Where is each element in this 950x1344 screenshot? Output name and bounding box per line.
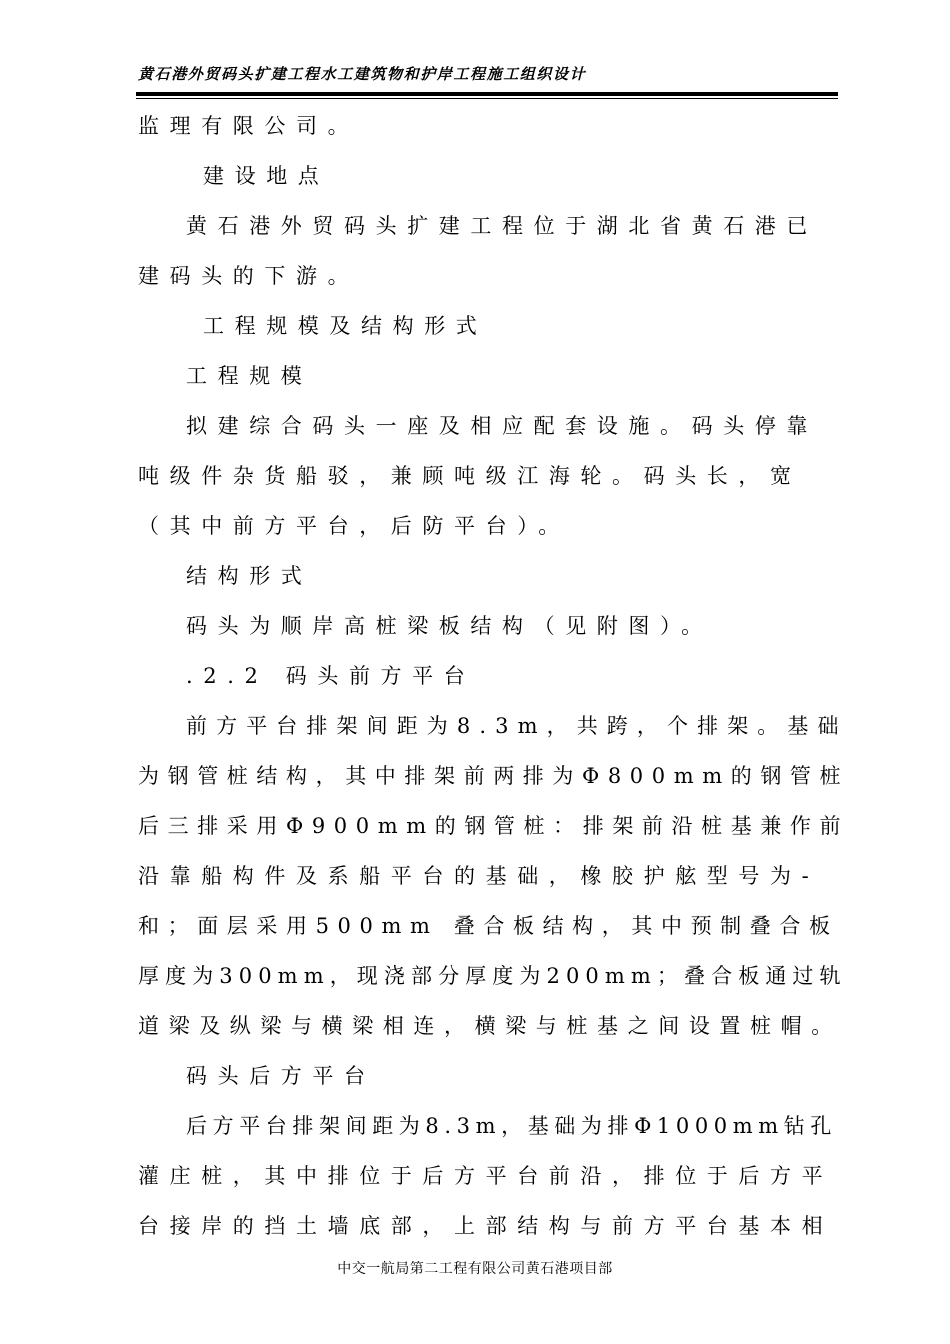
subsection-heading-rear-platform: 码头后方平台 bbox=[186, 1064, 376, 1088]
body-line: 沿靠船构件及系船平台的基础，橡胶护舷型号为- bbox=[138, 864, 820, 888]
body-line: （其中前方平台，后防平台）。 bbox=[138, 514, 570, 538]
section-heading-location: 建设地点 bbox=[203, 164, 330, 188]
body-line: 码头为顺岸高桩梁板结构（见附图）。 bbox=[186, 614, 713, 638]
subsection-heading-front-platform: .2.2 码头前方平台 bbox=[186, 664, 476, 688]
body-line: 后三排采用Φ900mm的钢管桩：排架前沿桩基兼作前 bbox=[138, 814, 850, 838]
body-line: 厚度为300mm，现浇部分厚度为200mm；叠合板通过轨 bbox=[138, 964, 847, 988]
body-line: 黄石港外贸码头扩建工程位于湖北省黄石港已 bbox=[186, 214, 818, 238]
body-line: 道梁及纵梁与横梁相连，横梁与桩基之间设置桩帽。 bbox=[138, 1014, 842, 1038]
body-line: 吨级件杂货船驳，兼顾吨级江海轮。码头长，宽 bbox=[138, 464, 802, 488]
header-rule-thick bbox=[136, 92, 838, 96]
subsection-heading-scale: 工程规模 bbox=[186, 364, 313, 388]
page-footer-text: 中交一航局第二工程有限公司黄石港项目部 bbox=[337, 1261, 613, 1277]
body-line: 监理有限公司。 bbox=[138, 114, 360, 138]
body-line: 前方平台排架间距为8.3m，共跨，个排架。基础 bbox=[186, 714, 848, 738]
body-line: 拟建综合码头一座及相应配套设施。码头停靠 bbox=[186, 414, 818, 438]
body-line: 建码头的下游。 bbox=[138, 264, 360, 288]
body-line: 和；面层采用500mm 叠合板结构，其中预制叠合板 bbox=[138, 914, 839, 938]
body-line: 为钢管桩结构，其中排架前两排为Φ800mm的钢管桩 bbox=[138, 764, 850, 788]
subsection-heading-structure: 结构形式 bbox=[186, 564, 313, 588]
body-line: 台接岸的挡土墙底部，上部结构与前方平台基本相 bbox=[138, 1214, 834, 1238]
page-header-title: 黄石港外贸码头扩建工程水工建筑物和护岸工程施工组织设计 bbox=[138, 65, 587, 83]
body-line: 后方平台排架间距为8.3m，基础为排Φ1000mm钻孔 bbox=[186, 1114, 837, 1138]
section-heading-scale-structure: 工程规模及结构形式 bbox=[203, 314, 488, 338]
header-rule-thin bbox=[136, 98, 838, 99]
body-line: 灌庄桩，其中排位于后方平台前沿，排位于后方平 bbox=[138, 1164, 834, 1188]
